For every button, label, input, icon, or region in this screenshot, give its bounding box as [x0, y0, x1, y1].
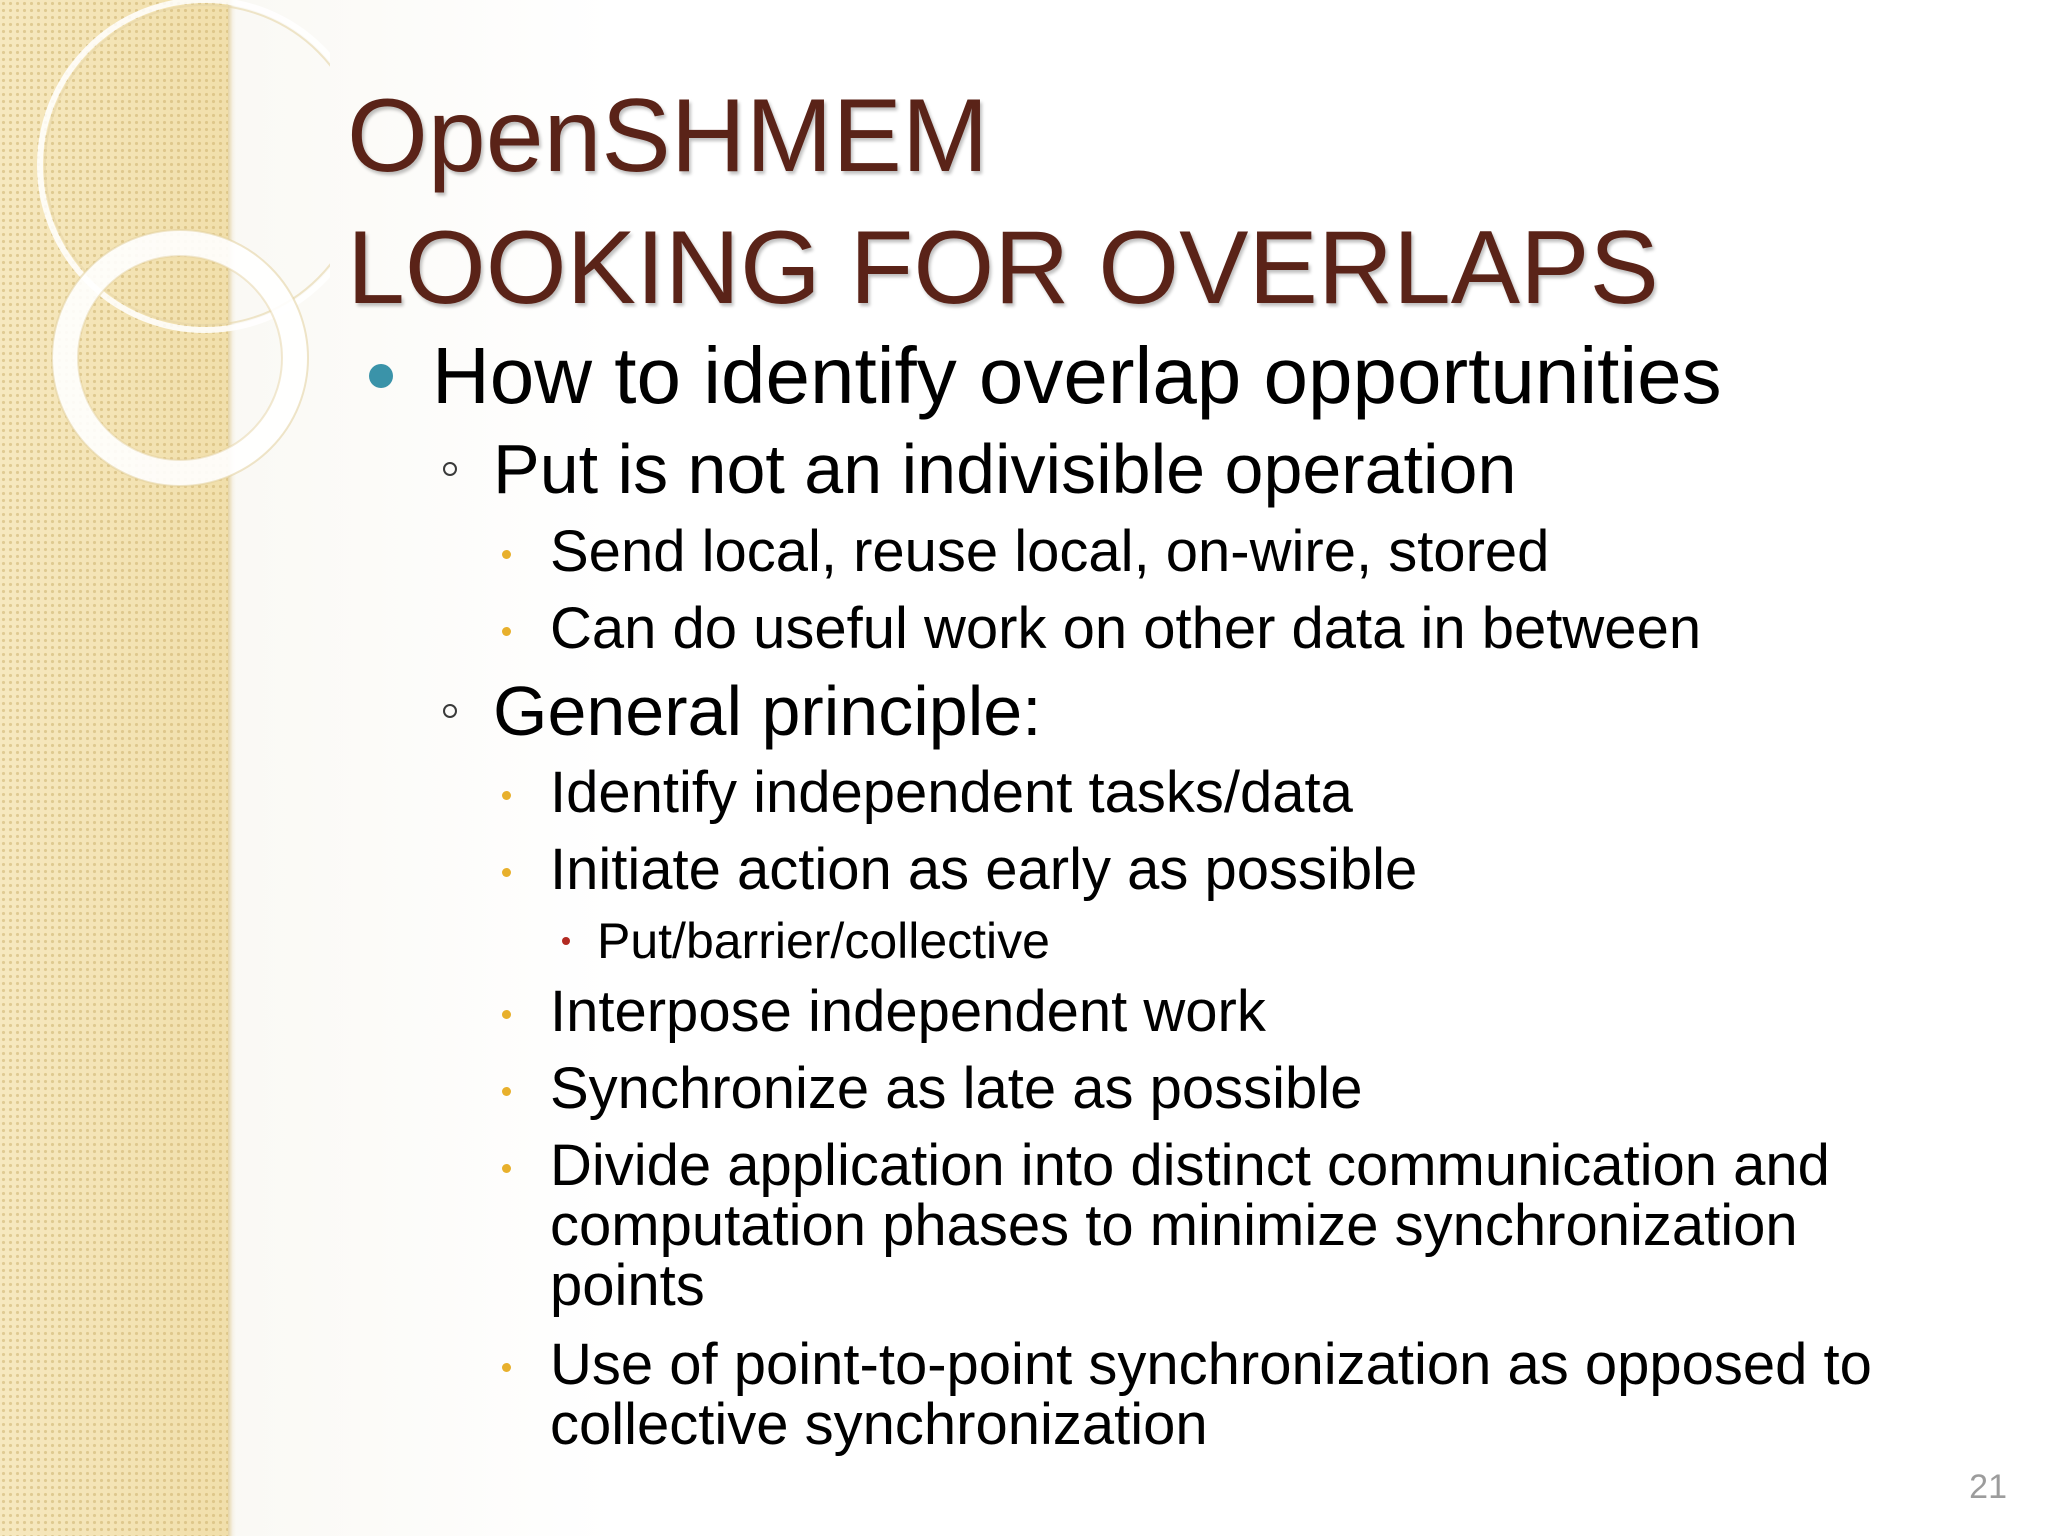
bullet-dot-icon [502, 868, 511, 877]
bullet-item-level-4: Put/barrier/collective [597, 913, 1050, 969]
bullet-dot-icon [562, 937, 570, 945]
bullet-item-level-3: Synchronize as late as possible [550, 1056, 1363, 1121]
bullet-item-level-3 [550, 1133, 2048, 1318]
bullet-dot-icon [502, 550, 511, 559]
bullet-item-line: Use of point-to-point synchronization as opposed to [550, 1332, 1872, 1397]
bullet-item-line: computation phases to minimize synchronization [550, 1193, 1798, 1258]
page-number: 21 [1969, 1468, 2007, 1506]
slide-title-line-1: OpenSHMEM [347, 78, 989, 194]
bullet-dot-icon [502, 1010, 511, 1019]
bullet-ring-icon [443, 462, 457, 476]
bullet-item-level-2: Put is not an indivisible operation [493, 430, 1517, 508]
bullet-dot-icon [502, 627, 511, 636]
bullet-dot-icon [502, 1087, 511, 1096]
bullet-item-level-2: General principle: [493, 672, 1042, 750]
bullet-dot-icon [502, 1363, 511, 1372]
slide-title-line-2: LOOKING FOR OVERLAPS [347, 210, 1659, 326]
bullet-item-line: Divide application into distinct communication and [550, 1133, 1830, 1198]
bullet-ring-icon [443, 704, 457, 718]
bullet-item-level-3 [550, 1332, 2048, 1457]
decorative-circles [0, 0, 330, 520]
bullet-item-level-3: Interpose independent work [550, 979, 1266, 1044]
bullet-item-level-3: Initiate action as early as possible [550, 837, 1418, 902]
bullet-item-level-3: Can do useful work on other data in between [550, 596, 1702, 661]
bullet-item-level-3: Send local, reuse local, on-wire, stored [550, 519, 1550, 584]
bullet-dot-icon [502, 791, 511, 800]
bullet-dot-icon [369, 364, 393, 388]
slide-title [347, 70, 1659, 334]
bullet-dot-icon [502, 1164, 511, 1173]
bullet-item-line: points [550, 1253, 705, 1318]
bullet-item-level-3: Identify independent tasks/data [550, 760, 1353, 825]
bullet-item-line: collective synchronization [550, 1392, 1208, 1457]
bullet-item-level-1: How to identify overlap opportunities [432, 331, 1722, 420]
